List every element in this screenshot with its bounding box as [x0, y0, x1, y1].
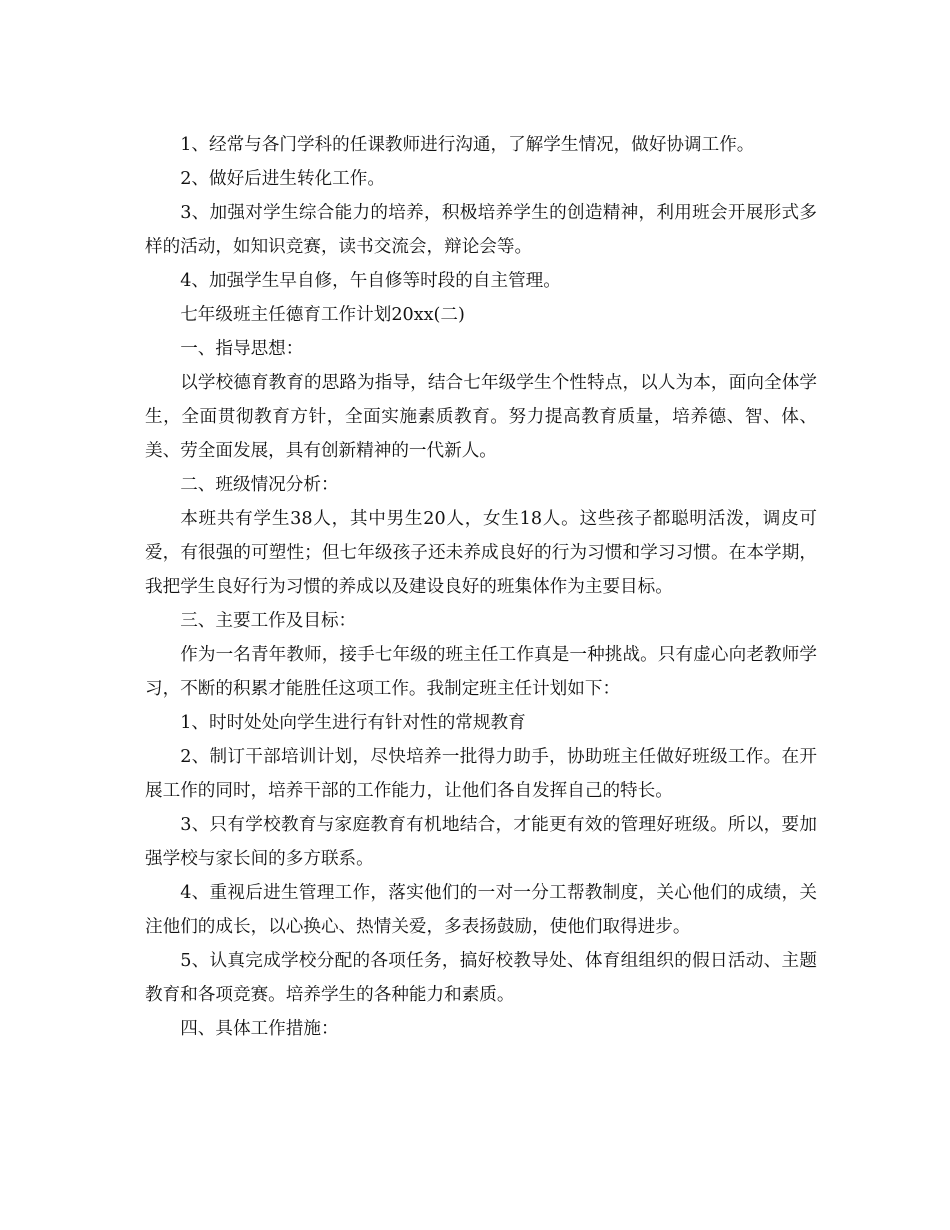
- goal-item-1: 1、时时处处向学生进行有针对性的常规教育: [180, 713, 526, 733]
- heading-measures: 四、具体工作措施：: [180, 1019, 339, 1039]
- paragraph-guiding-thought: 以学校德育教育的思路为指导，结合七年级学生个性特点，以人为本，面向全体学生，全面贯彻教育方针，全面实施素质教育。努力提高教育质量，培养德、智、体、美、劳全面发展，具有创新精神的一代新人。: [145, 373, 817, 461]
- heading-guiding-thought: 一、指导思想：: [180, 339, 304, 359]
- paragraph-item-1: 1、经常与各门学科的任课教师进行沟通，了解学生情况，做好协调工作。: [180, 135, 755, 155]
- heading-main-goals: 三、主要工作及目标：: [180, 611, 357, 631]
- paragraph-item-4: 4、加强学生早自修，午自修等时段的自主管理。: [180, 271, 561, 291]
- goal-item-4: 4、重视后进生管理工作，落实他们的一对一分工帮教制度，关心他们的成绩，关注他们的成长，以心换心、热情关爱，多表扬鼓励，使他们取得进步。: [145, 883, 817, 937]
- heading-class-analysis: 二、班级情况分析：: [180, 475, 339, 495]
- paragraph-class-analysis: 本班共有学生38人，其中男生20人，女生18人。这些孩子都聪明活泼，调皮可爱，有很强的可塑性；但七年级孩子还未养成良好的行为习惯和学习习惯。在本学期，我把学生良好行为习惯的养成以及建设良好的班集体作为主要目标。: [145, 509, 817, 597]
- section-title: 七年级班主任德育工作计划20xx(二): [180, 305, 465, 325]
- paragraph-item-2: 2、做好后进生转化工作。: [180, 169, 385, 189]
- paragraph-item-3: 3、加强对学生综合能力的培养，积极培养学生的创造精神，利用班会开展形式多样的活动，如知识竞赛，读书交流会，辩论会等。: [145, 203, 817, 257]
- document-body: [145, 128, 817, 1046]
- paragraph-main-goals: 作为一名青年教师，接手七年级的班主任工作真是一种挑战。只有虚心向老教师学习，不断的积累才能胜任这项工作。我制定班主任计划如下：: [145, 645, 817, 699]
- goal-item-2: 2、制订干部培训计划，尽快培养一批得力助手，协助班主任做好班级工作。在开展工作的同时，培养干部的工作能力，让他们各自发挥自己的特长。: [145, 747, 817, 801]
- goal-item-5: 5、认真完成学校分配的各项任务，搞好校教导处、体育组组织的假日活动、主题教育和各项竞赛。培养学生的各种能力和素质。: [145, 951, 817, 1005]
- goal-item-3: 3、只有学校教育与家庭教育有机地结合，才能更有效的管理好班级。所以，要加强学校与家长间的多方联系。: [145, 815, 817, 869]
